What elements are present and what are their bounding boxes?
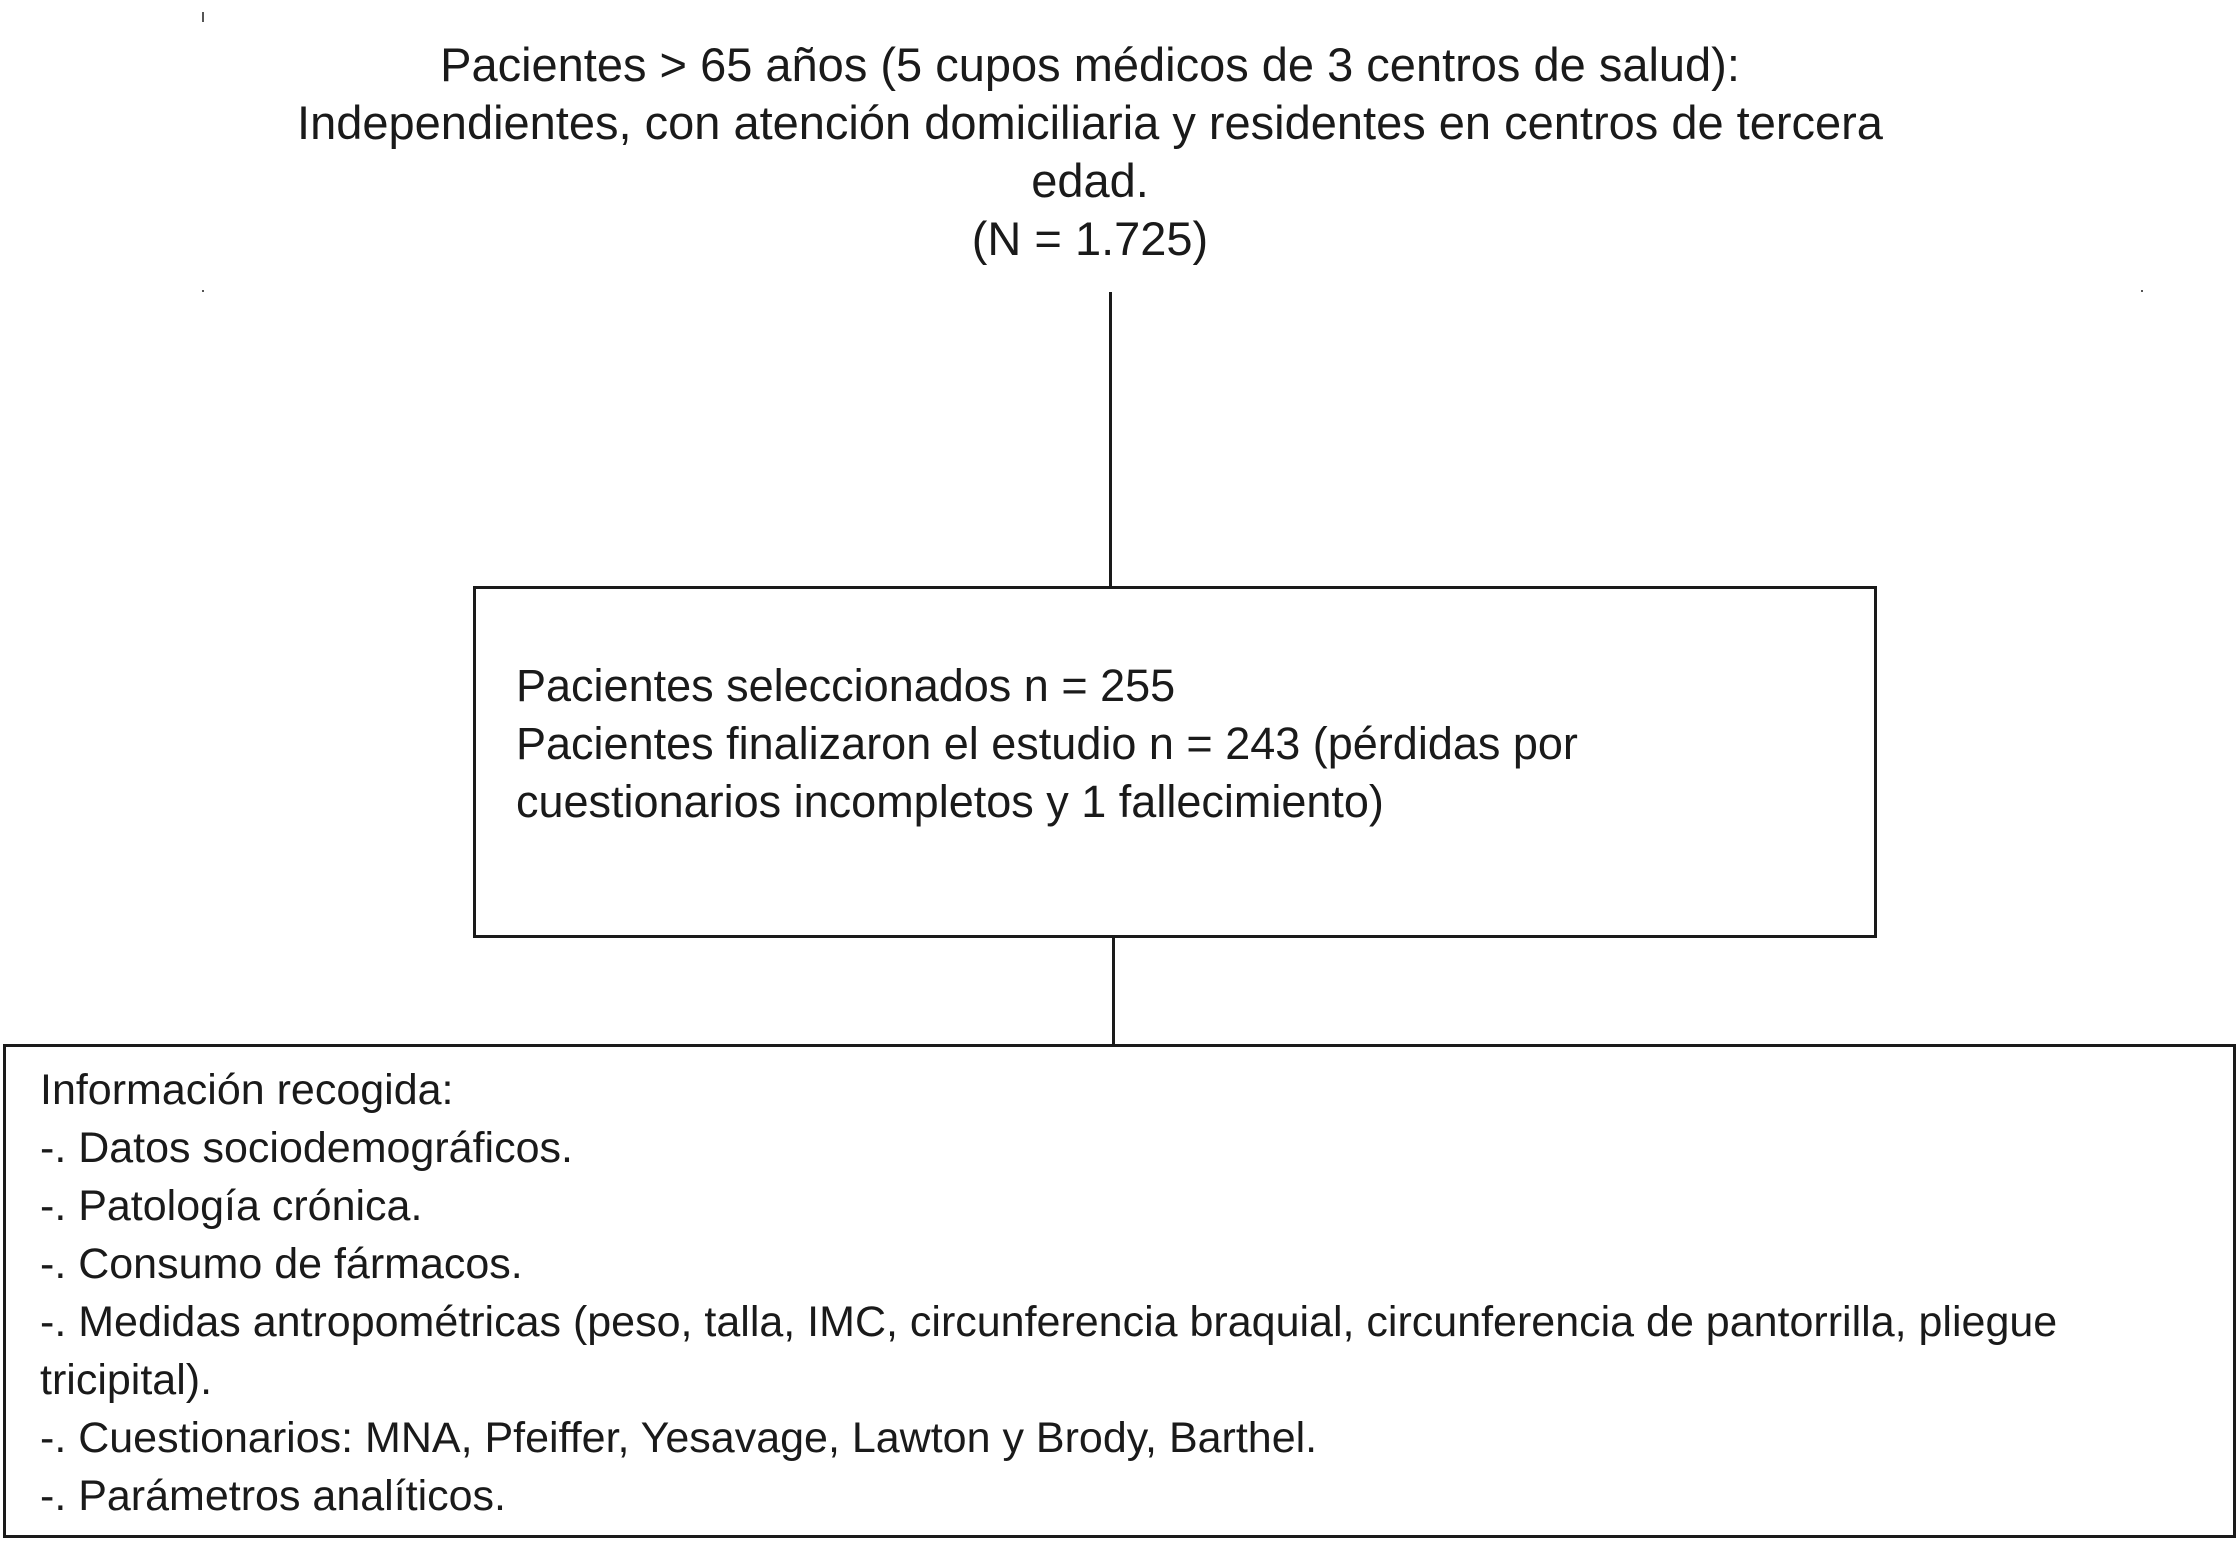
connector-top-to-middle: [1109, 292, 1112, 588]
corner-mark-mid-right: [2141, 290, 2143, 292]
middle-node-text: [516, 657, 1578, 831]
bottom-node-item: -. Datos sociodemográficos.: [40, 1124, 573, 1172]
middle-node-line-2: Pacientes finalizaron el estudio n = 243 (pérdidas por: [516, 718, 1578, 769]
bottom-node-item: -. Cuestionarios: MNA, Pfeiffer, Yesavage, Lawton y Brody, Barthel.: [40, 1414, 1318, 1462]
top-node-line-4: (N = 1.725): [971, 212, 1209, 265]
top-node-line-3: edad.: [1031, 154, 1149, 207]
bottom-node-item: -. Patología crónica.: [40, 1182, 423, 1230]
corner-mark-top-left: [202, 12, 204, 22]
bottom-node-box: [3, 1044, 2236, 1538]
connector-middle-to-bottom: [1112, 938, 1115, 1046]
middle-node-box: [473, 586, 1877, 938]
bottom-node-text: [40, 1061, 2193, 1525]
corner-mark-mid-left: [202, 290, 204, 292]
bottom-node-item: tricipital).: [40, 1356, 213, 1404]
top-node-line-2: Independientes, con atención domiciliaria y residentes en centros de tercera: [297, 96, 1883, 149]
bottom-node-item: -. Consumo de fármacos.: [40, 1240, 523, 1288]
middle-node-line-3: cuestionarios incompletos y 1 fallecimiento): [516, 776, 1384, 827]
top-node-line-1: Pacientes > 65 años (5 cupos médicos de 3 centros de salud):: [440, 38, 1740, 91]
bottom-node-item: -. Parámetros analíticos.: [40, 1472, 507, 1520]
bottom-node-item: -. Medidas antropométricas (peso, talla, IMC, circunferencia braquial, circunferencia de pantorrilla, pliegue: [40, 1298, 2058, 1346]
middle-node-line-1: Pacientes seleccionados n = 255: [516, 660, 1176, 711]
bottom-node-heading: Información recogida:: [40, 1066, 454, 1114]
top-node-text: [200, 36, 1980, 268]
